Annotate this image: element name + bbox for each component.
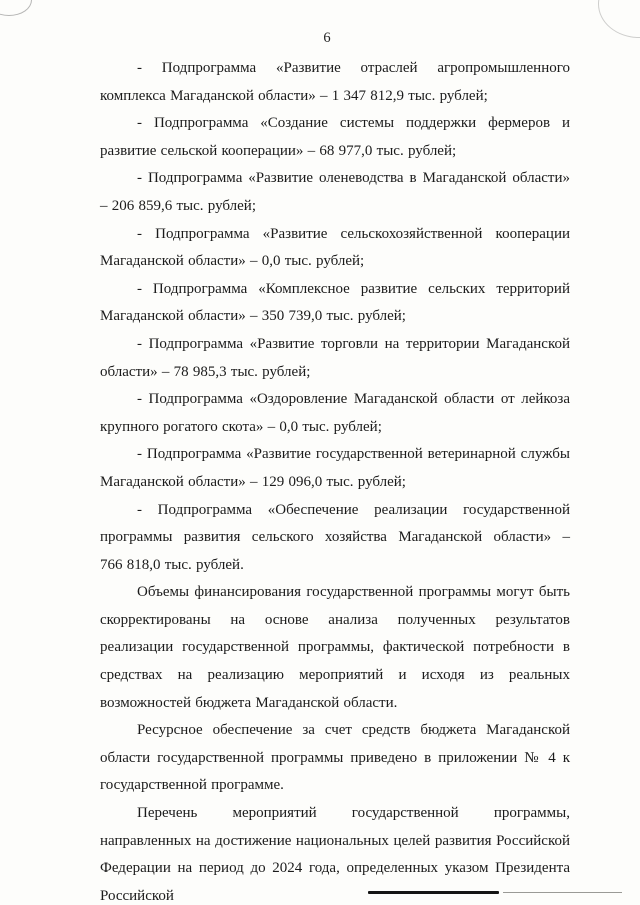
paragraph: - Подпрограмма «Развитие торговли на территории Магаданской области» – 78 985,3 тыс. рублей; [100,335,570,380]
page-number: 6 [323,30,331,46]
paragraph: Перечень мероприятий государственной программы, направленных на достижение национальных целей развития Российской Федерации на период до 2024 года, определенных указом Президента Российской [100,805,570,904]
paragraph: Объемы финансирования государственной программы могут быть скорректированы на основе анализа полученных результатов реализации государственной программы, фактической потребности в средствах на реализацию мероприятий и исходя из реальных возможностей бюджета Магаданской области. [100,584,570,711]
paragraph: - Подпрограмма «Развитие сельскохозяйственной кооперации Магаданской области» – 0,0 тыс. рублей; [100,225,570,270]
paragraph: - Подпрограмма «Комплексное развитие сельских территорий Магаданской области» – 350 739,0 тыс. рублей; [100,280,570,325]
paragraph: - Подпрограмма «Создание системы поддержки фермеров и развитие сельской кооперации» – 68 977,0 тыс. рублей; [100,115,570,159]
paragraph: - Подпрограмма «Развитие государственной ветеринарной службы Магаданской области» – 129 096,0 тыс. рублей; [100,446,570,490]
scan-artifact-top-left [0,0,32,16]
paragraph: - Подпрограмма «Обеспечение реализации государственной программы развития сельского хозяйства Магаданской области» – 766 818,0 тыс. рублей. [100,501,570,573]
paragraph: - Подпрограмма «Оздоровление Магаданской области от лейкоза крупного рогатого скота» – 0,0 тыс. рублей; [100,391,570,435]
paragraph: Ресурсное обеспечение за счет средств бюджета Магаданской области государственной программы приведено в приложении № 4 к государственной программе. [100,722,570,794]
paragraph: - Подпрограмма «Развитие оленеводства в Магаданской области» – 206 859,6 тыс. рублей; [100,170,570,214]
paragraph: - Подпрограмма «Развитие отраслей агропромышленного комплекса Магаданской области» – 1 347 812,9 тыс. рублей; [100,60,570,104]
document-body [100,55,570,905]
